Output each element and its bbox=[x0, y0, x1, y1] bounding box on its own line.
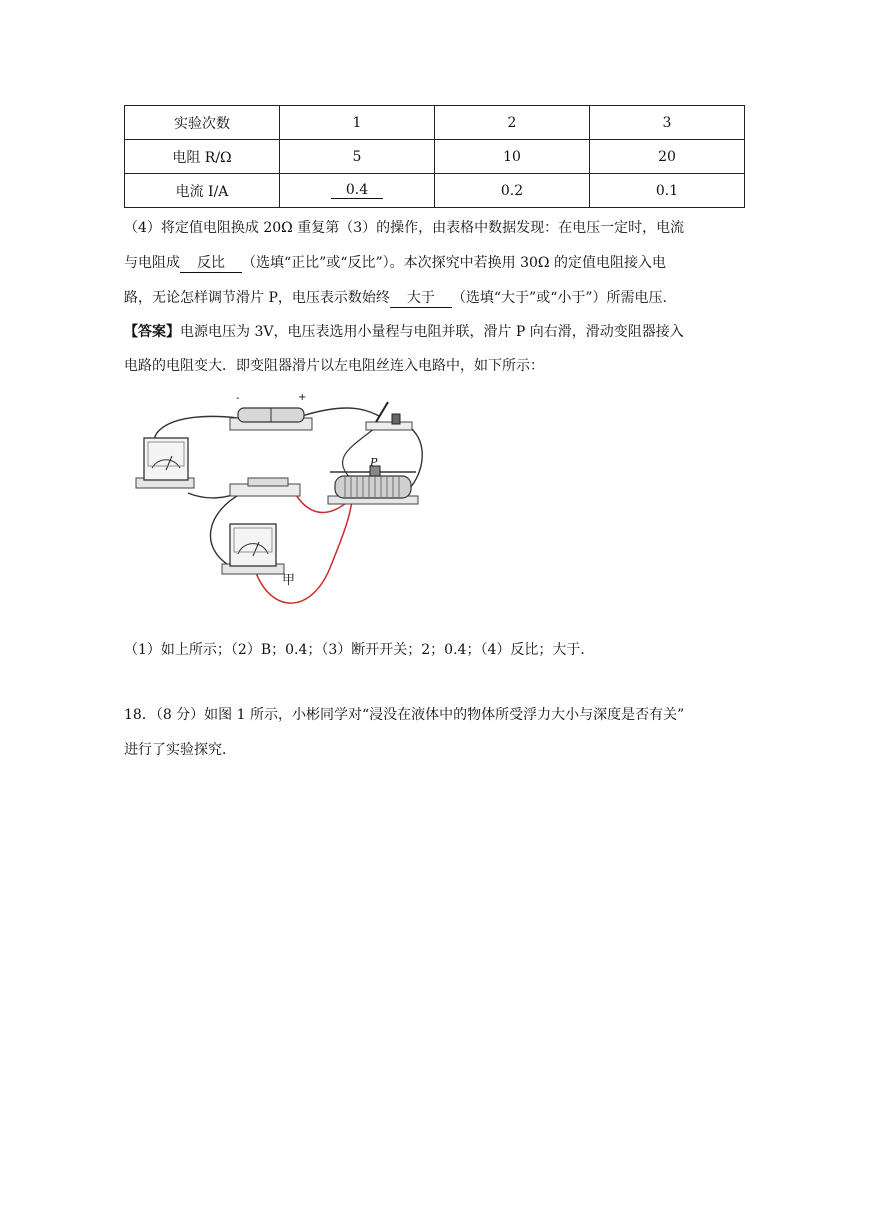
text-segment: 路，无论怎样调节滑片 P，电压表示数始终 bbox=[124, 290, 390, 306]
text-segment: （选填“正比”或“反比”）。本次探究中若换用 30Ω 的定值电阻接入电 bbox=[242, 255, 666, 271]
text-segment: （选填“大于”或“小于”）所需电压. bbox=[451, 290, 667, 306]
paragraph4-line3 bbox=[124, 287, 667, 308]
text-segment: 与电阻成 bbox=[124, 255, 180, 271]
table-cell: 20 bbox=[590, 140, 745, 174]
table-row bbox=[125, 140, 745, 174]
circuit-figure bbox=[130, 388, 430, 618]
table-cell: 5 bbox=[280, 140, 435, 174]
table-cell: 1 bbox=[280, 106, 435, 140]
question18-line2: 进行了实验探究． bbox=[124, 742, 236, 758]
table-cell bbox=[280, 174, 435, 208]
table-cell: 2 bbox=[435, 106, 590, 140]
data-table bbox=[124, 105, 745, 208]
answer-summary: （1）如上所示；（2）B；0.4；（3）断开开关；2；0.4；（4）反比；大于． bbox=[124, 642, 595, 658]
answer-line2: 电路的电阻变大．即变阻器滑片以左电阻丝连入电路中，如下所示： bbox=[124, 358, 544, 374]
answer-tag: 【答案】 bbox=[124, 324, 180, 340]
slider-label: P bbox=[370, 456, 378, 469]
answer-blank: 大于 bbox=[390, 290, 452, 308]
table-cell: 0.1 bbox=[590, 174, 745, 208]
table-cell: 电阻 R/Ω bbox=[125, 140, 280, 174]
table-cell: 10 bbox=[435, 140, 590, 174]
answer-blank: 反比 bbox=[180, 255, 242, 273]
battery-minus-label: - bbox=[236, 393, 240, 404]
ammeter bbox=[222, 524, 284, 574]
question18-line1: 18．（8 分）如图 1 所示，小彬同学对“浸没在液体中的物体所受浮力大小与深度是否有关” bbox=[124, 707, 685, 723]
paragraph4-line1: （4）将定值电阻换成 20Ω 重复第（3）的操作，由表格中数据发现：在电压一定时，电流 bbox=[124, 220, 685, 236]
table-row bbox=[125, 106, 745, 140]
battery-plus-label: + bbox=[298, 392, 307, 403]
table-cell: 0.2 bbox=[435, 174, 590, 208]
table-cell: 实验次数 bbox=[125, 106, 280, 140]
voltmeter bbox=[136, 438, 194, 488]
answer-line1 bbox=[124, 321, 684, 341]
answer-blank: 0.4 bbox=[331, 182, 383, 199]
text-segment: 电源电压为 3V，电压表选用小量程与电阻并联，滑片 P 向右滑，滑动变阻器接入 bbox=[180, 324, 684, 340]
figure-label-jia: 甲 bbox=[282, 573, 296, 588]
table-row bbox=[125, 174, 745, 208]
paragraph4-line2 bbox=[124, 252, 666, 273]
table-cell: 3 bbox=[590, 106, 745, 140]
table-cell: 电流 I/A bbox=[125, 174, 280, 208]
